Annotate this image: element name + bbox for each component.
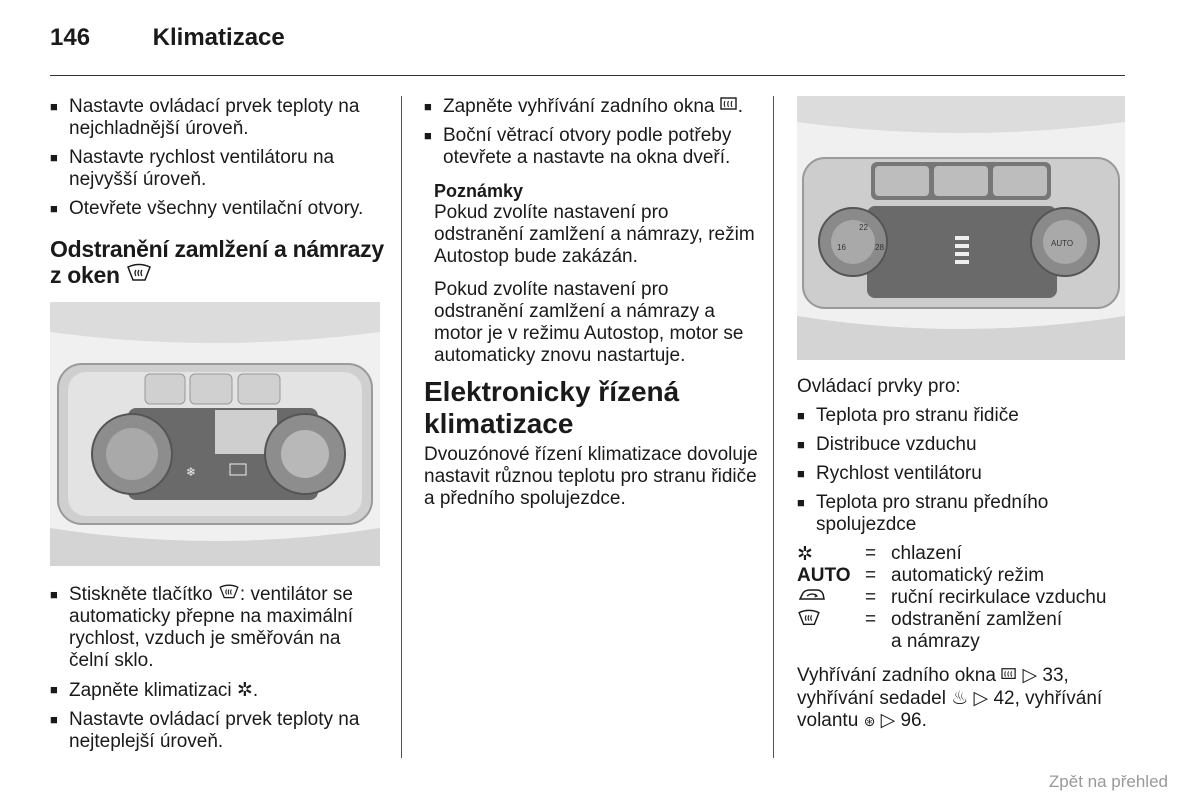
list-item: ■ Stiskněte tlačítko : ventilátor se automaticky přepne na maximální rychlost, vzduch je směřován na čelní sklo. [50, 584, 385, 672]
page-link[interactable]: 96. [900, 710, 927, 731]
back-to-overview-link[interactable]: Zpět na přehled [1048, 772, 1168, 791]
section-heading-ecc: Elektronicky řízená klimatizace [424, 376, 680, 439]
column-1-lower [50, 584, 385, 760]
column-1 [50, 96, 385, 288]
note-block [424, 180, 759, 367]
temp-label: 22 [859, 223, 868, 232]
body-text: Dvouzónové řízení klimatizace dovoluje nastavit různou teplotu pro stranu řidiče a předního spolujezdce. [424, 444, 758, 509]
page-header [50, 24, 285, 52]
temp-label: 28 [875, 243, 884, 252]
auto-symbol: AUTO [797, 565, 851, 586]
list-item: ■ Otevřete všechny ventilační otvory. [50, 198, 385, 220]
list-item: ■ Distribuce vzduchu [797, 434, 1127, 456]
page-title: Klimatizace [152, 24, 285, 51]
legend-row: = ruční recirkulace vzduchu [797, 587, 1127, 609]
snowflake-icon: ✲ [797, 543, 813, 565]
list-item: ■ Nastavte ovládací prvek teploty na nejchladnější úroveň. [50, 96, 385, 140]
defrost-icon [218, 584, 240, 600]
ac-symbol: ❄ [186, 465, 197, 479]
note-title: Poznámky [434, 181, 524, 201]
page-number: 146 [50, 24, 91, 51]
page-link[interactable]: 33, [1042, 665, 1069, 686]
list-item: ■ Teplota pro stranu předního spolujezdce [797, 492, 1127, 536]
column-2 [424, 96, 759, 510]
section-heading-defrost: Odstranění zamlžení a námrazy z oken [50, 236, 384, 288]
list-item: ■ Zapněte klimatizaci ✲. [50, 679, 385, 702]
rear-window-heat-icon [720, 96, 738, 112]
arrow-ref-icon[interactable]: ▷ [880, 710, 896, 731]
rear-window-heat-icon [1001, 667, 1017, 681]
seat-heat-icon: ♨ [951, 687, 969, 709]
legend-row: AUTO = automatický režim [797, 565, 1045, 586]
column-divider [401, 96, 402, 758]
steering-wheel-heat-icon: ⊛ [863, 714, 876, 730]
temp-label: 16 [837, 243, 846, 252]
cross-reference: Vyhřívání zadního okna ▷ 33, vyhřívání sedadel ♨ ▷ 42, vyhřívání volantu ⊛ ▷ 96. [797, 665, 1103, 731]
list-item: ■ Boční větrací otvory podle potřeby otevřete a nastavte na okna dveří. [424, 125, 759, 169]
note-paragraph: Pokud zvolíte nastavení pro odstranění zamlžení a námrazy a motor je v režimu Autostop, motor se automaticky znovu nastartuje. [434, 279, 744, 366]
defrost-icon [797, 609, 821, 627]
legend-row: ✲ = chlazení [797, 543, 962, 565]
climate-panel-figure-1 [50, 302, 380, 566]
climate-panel-figure-2 [797, 96, 1125, 360]
list-item: ■ Teplota pro stranu řidiče [797, 405, 1127, 427]
snowflake-icon: ✲ [236, 679, 253, 701]
arrow-ref-icon[interactable]: ▷ [1022, 665, 1038, 686]
column-divider [773, 96, 774, 758]
auto-label: AUTO [1051, 239, 1074, 248]
list-item: ■ Nastavte ovládací prvek teploty na nejteplejší úroveň. [50, 709, 385, 753]
symbol-legend [797, 543, 1127, 653]
arrow-ref-icon[interactable]: ▷ [973, 688, 989, 709]
list-item: ■ Zapněte vyhřívání zadního okna . [424, 96, 759, 118]
note-paragraph: Pokud zvolíte nastavení pro odstranění zamlžení a námrazy, režim Autostop bude zakázán. [434, 202, 755, 267]
list-item: ■ Rychlost ventilátoru [797, 463, 1127, 485]
legend-row: = odstranění zamlžení a námrazy [797, 609, 1127, 653]
column-3 [797, 376, 1127, 733]
page-link[interactable]: 42, vyhřívání [993, 688, 1103, 709]
header-rule [50, 75, 1125, 76]
recirculation-icon [797, 587, 827, 603]
defrost-icon [126, 263, 152, 283]
list-item: ■ Nastavte rychlost ventilátoru na nejvyšší úroveň. [50, 147, 385, 191]
intro-text: Ovládací prvky pro: [797, 376, 961, 397]
